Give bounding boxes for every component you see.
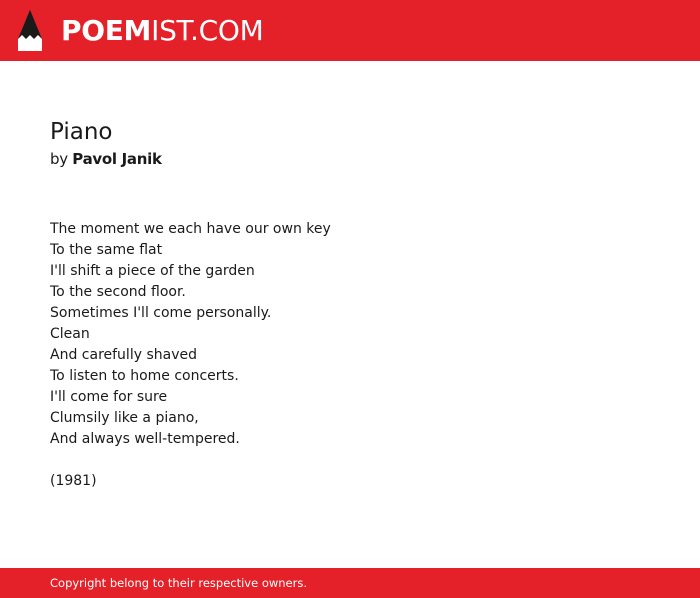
- by-label: by: [50, 150, 68, 168]
- poem-line: And carefully shaved: [50, 347, 197, 363]
- pencil-tip-icon: [18, 10, 42, 51]
- poem-byline: [50, 148, 650, 170]
- site-footer: [0, 568, 700, 598]
- logo-light-part: IST.COM: [151, 14, 264, 47]
- poem-year: (1981): [50, 473, 97, 489]
- poem-line: And always well-tempered.: [50, 431, 240, 447]
- poem-line: Sometimes I'll come personally.: [50, 305, 272, 321]
- site-logo-text: [61, 11, 264, 51]
- site-header: [0, 0, 700, 61]
- poem-content: [50, 116, 650, 492]
- poem-title: Piano: [50, 119, 113, 145]
- poem-line: Clumsily like a piano,: [50, 410, 199, 426]
- poem-line: To listen to home concerts.: [50, 368, 239, 384]
- poem-line: The moment we each have our own key: [50, 221, 331, 237]
- logo-bold-part: POEM: [61, 14, 152, 47]
- poem-line: To the same flat: [50, 242, 163, 258]
- poem-line: Clean: [50, 326, 90, 342]
- copyright-text: Copyright belong to their respective owners.: [50, 576, 308, 590]
- author-link[interactable]: Pavol Janik: [72, 150, 162, 168]
- poem-line: To the second floor.: [50, 284, 186, 300]
- poem-body: [50, 219, 650, 450]
- poem-line: I'll shift a piece of the garden: [50, 263, 255, 279]
- poem-line: I'll come for sure: [50, 389, 168, 405]
